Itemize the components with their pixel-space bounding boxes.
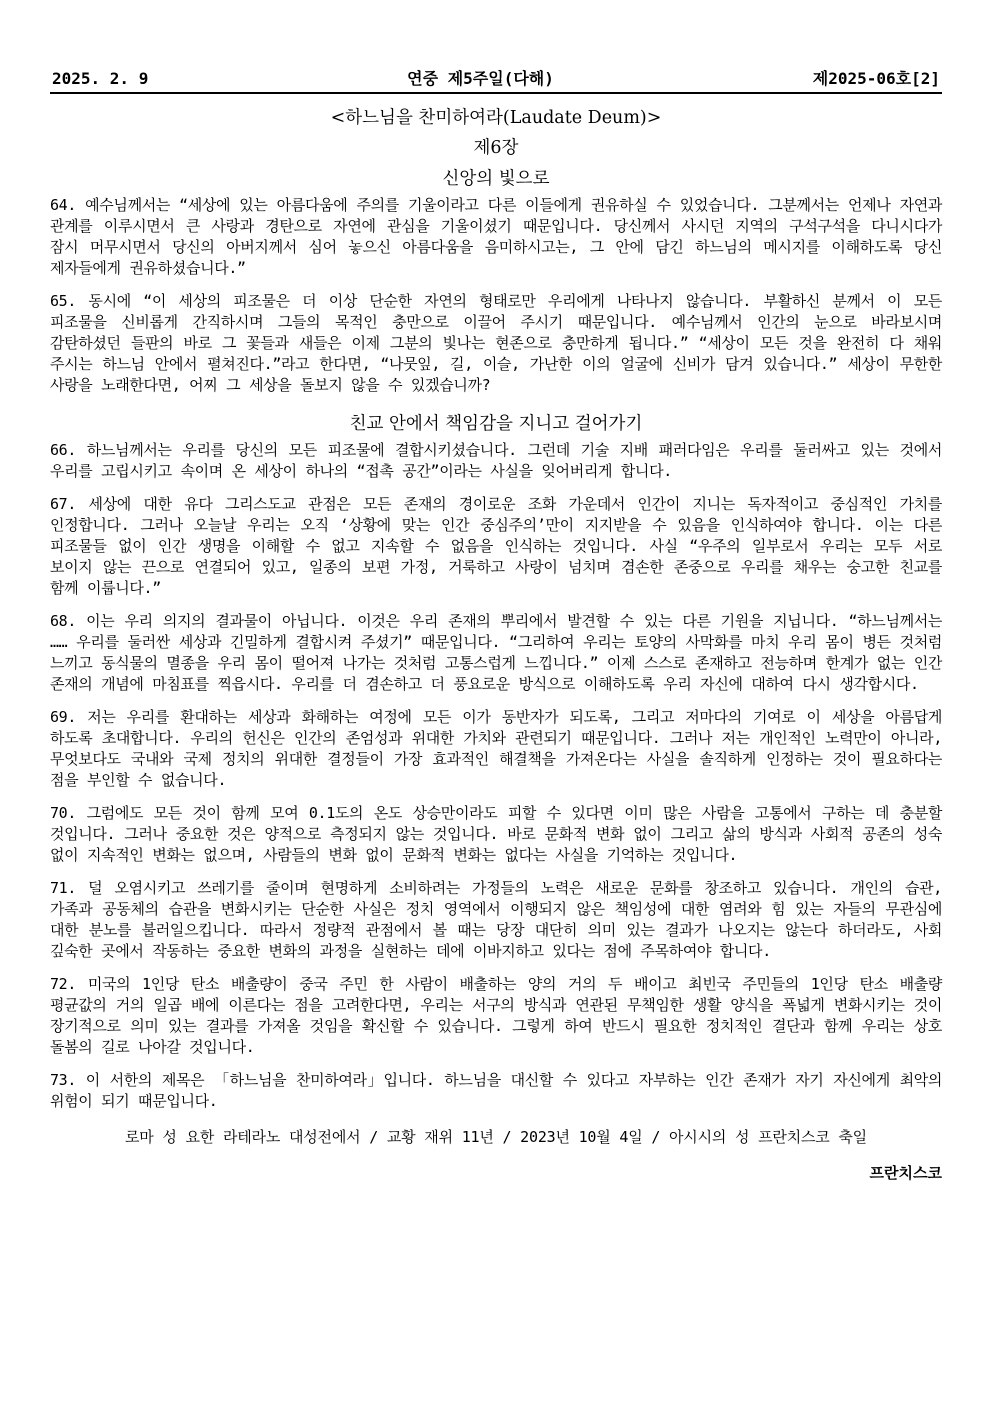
document-title: <하느님을 찬미하여라(Laudate Deum)> xyxy=(330,108,662,128)
header-issue-number: 제2025-06호[2] xyxy=(812,69,940,88)
document-page xyxy=(50,66,942,1184)
paragraph-67: 67. 세상에 대한 유다 그리스도교 관점은 모든 존재의 경이로운 조화 가운데서 인간이 지니는 독자적이고 중심적인 가치를 인정합니다. 그러나 오늘날 우리는 오직 ‘상황에 맞는 인간 중심주의’만이 지지받을 수 있음을 인식하여야 합니다. 이는 다른 피조물들 없이 인간 생명을 이해할 수 없고 지속할 수 없음을 인식하는 것입니다. 사실 “우주의 일부로서 우리는 모두 서로 보이지 않는 끈으로 연결되어 있고, 일종의 보편 가정, 거룩하고 사랑이 넘치며 겸손한 존중으로 우리를 채우는 숭고한 친교를 함께 이룹니다.” xyxy=(50,495,942,597)
paragraph-66: 66. 하느님께서는 우리를 당신의 모든 피조물에 결합시키셨습니다. 그런데 기술 지배 패러다임은 우리를 둘러싸고 있는 것에서 우리를 고립시키고 속이며 온 세상이 하나의 “접촉 공간”이라는 사실을 잊어버리게 합니다. xyxy=(50,441,942,480)
title-block xyxy=(50,103,942,195)
section-heading-1: 신앙의 빛으로 xyxy=(442,169,550,189)
header-liturgical-day: 연중 제5주일(다해) xyxy=(407,69,554,88)
paragraph-68: 68. 이는 우리 의지의 결과물이 아닙니다. 이것은 우리 존재의 뿌리에서 발견할 수 있는 다른 기원을 지닙니다. “하느님께서는 …… 우리를 둘러싼 세상과 긴밀하게 결합시켜 주셨기” 때문입니다. “그리하여 우리는 토양의 사막화를 마치 우리 몸이 병든 것처럼 느끼고 동식물의 멸종을 우리 몸이 떨어져 나가는 것처럼 고통스럽게 느낍니다.” 이제 스스로 존재하고 전능하며 한계가 없는 인간 존재의 개념에 마침표를 찍읍시다. 우리를 더 겸손하고 더 풍요로운 방식으로 이해하도록 우리 자신에 대하여 다시 생각합시다. xyxy=(50,612,942,693)
paragraph-73: 73. 이 서한의 제목은 「하느님을 찬미하여라」입니다. 하느님을 대신할 수 있다고 자부하는 인간 존재가 자기 자신에게 최악의 위험이 되기 때문입니다. xyxy=(50,1071,942,1110)
paragraph-65: 65. 동시에 “이 세상의 피조물은 더 이상 단순한 자연의 형태로만 우리에게 나타나지 않습니다. 부활하신 분께서 이 모든 피조물을 신비롭게 간직하시며 그들의 목적인 충만으로 이끌어 주시기 때문입니다. 예수님께서 인간의 눈으로 바라보시며 감탄하셨던 들판의 바로 그 꽃들과 새들은 이제 그분의 빛나는 현존으로 충만하게 됩니다.” “세상이 모든 것을 완전히 다 채워 주시는 하느님 안에서 펼쳐진다.”라고 한다면, “나뭇잎, 길, 이슬, 가난한 이의 얼굴에 신비가 담겨 있습니다.” 세상이 무한한 사랑을 노래한다면, 어찌 그 세상을 돌보지 않을 수 있겠습니까? xyxy=(50,292,942,394)
page-header xyxy=(50,66,942,94)
paragraph-70: 70. 그럼에도 모든 것이 함께 모여 0.1도의 온도 상승만이라도 피할 수 있다면 이미 많은 사람을 고통에서 구하는 데 충분할 것입니다. 그러나 중요한 것은 양적으로 측정되지 않는 것입니다. 바로 문화적 변화 없이 그리고 삶의 방식과 사회적 공존의 성숙 없이 지속적인 변화는 없으며, 사람들의 변화 없이 문화적 변화는 없다는 사실을 기억하는 것입니다. xyxy=(50,804,942,864)
paragraph-72: 72. 미국의 1인당 탄소 배출량이 중국 주민 한 사람이 배출하는 양의 거의 두 배이고 최빈국 주민들의 1인당 탄소 배출량 평균값의 거의 일곱 배에 이른다는 점을 고려한다면, 우리는 서구의 방식과 연관된 무책임한 생활 양식을 폭넓게 변화시키는 것이 장기적으로 의미 있는 결과를 가져올 것임을 확신할 수 있습니다. 그렇게 하여 반드시 필요한 정치적인 결단과 함께 우리는 상호 돌봄의 길로 나아갈 것입니다. xyxy=(50,975,942,1056)
chapter-heading: 제6장 xyxy=(473,138,519,158)
header-date: 2025. 2. 9 xyxy=(52,69,149,88)
signature: 프란치스코 xyxy=(869,1164,942,1182)
paragraph-69: 69. 저는 우리를 환대하는 세상과 화해하는 여정에 모든 이가 동반자가 되도록, 그리고 저마다의 기여로 이 세상을 아름답게 하도록 초대합니다. 우리의 헌신은 인간의 존엄성과 위대한 가치와 관련되기 때문입니다. 그러나 저는 개인적인 노력만이 아니라, 무엇보다도 국내와 국제 정치의 위대한 결정들이 가장 효과적인 해결책을 가져온다는 사실을 솔직하게 인정하는 것이 필요하다는 점을 부인할 수 없습니다. xyxy=(50,708,942,789)
signoff-line: 로마 성 요한 라테라노 대성전에서 / 교황 재위 11년 / 2023년 10월 4일 / 아시시의 성 프란치스코 축일 xyxy=(125,1128,867,1146)
paragraph-71: 71. 덜 오염시키고 쓰레기를 줄이며 현명하게 소비하려는 가정들의 노력은 새로운 문화를 창조하고 있습니다. 개인의 습관, 가족과 공동체의 습관을 변화시키는 단순한 사실은 정치 영역에서 이행되지 않은 책임성에 대한 염려와 힘 있는 자들의 무관심에 대한 분노를 불러일으킵니다. 따라서 정량적 관점에서 볼 때는 당장 대단히 의미 있는 결과가 나오지는 않는다 하더라도, 사회 깊숙한 곳에서 작동하는 중요한 변화의 과정을 실현하는 데에 이바지하고 있다는 점에 주목하여야 합니다. xyxy=(50,879,942,960)
paragraph-64: 64. 예수님께서는 “세상에 있는 아름다움에 주의를 기울이라고 다른 이들에게 권유하실 수 있었습니다. 그분께서는 언제나 자연과 관계를 이루시면서 큰 사랑과 경탄으로 자연에 관심을 기울이셨기 때문입니다. 당신께서 사시던 지역의 구석구석을 다니시다가 잠시 머무시면서 당신의 아버지께서 심어 놓으신 아름다움을 음미하시고는, 그 안에 담긴 하느님의 메시지를 이해하도록 당신 제자들에게 권유하셨습니다.” xyxy=(50,196,942,277)
section-heading-2: 친교 안에서 책임감을 지니고 걸어가기 xyxy=(349,414,643,434)
